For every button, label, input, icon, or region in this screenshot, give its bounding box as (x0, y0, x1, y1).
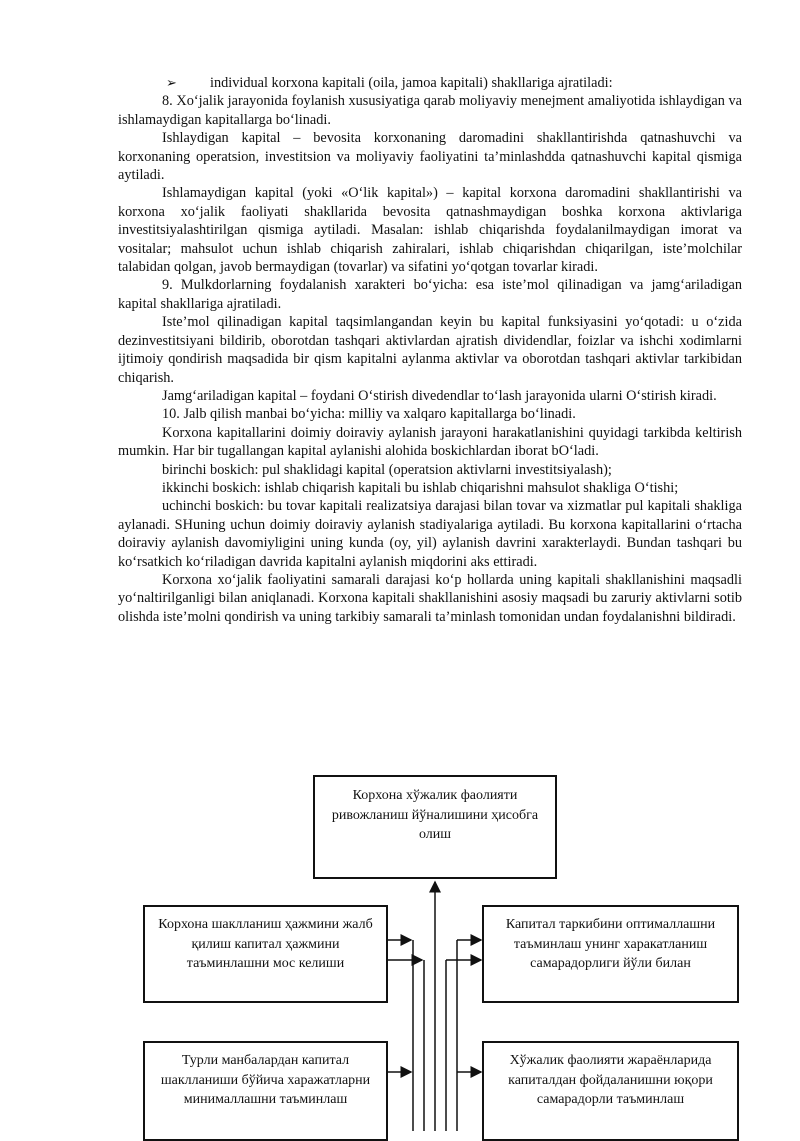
paragraph: Iste’mol qilinadigan kapital taqsimlangandan keyin bu kapital funksiyasini yo‘qotadi: u o‘zida dezinvestitsiyani bildirib, oborotdan tashqari aktivlardan ajratish dividendlar, foizlar va ishchi xodimlarni ijtimoiy qondirish maqsadida bir qism kapitalni aylanma aktivlar va oborotdan tashqari aktivlar tarkibidan chiqarish. (118, 314, 742, 386)
left-goal-text-1: Корхона шаклланиш ҳажмини жалб қилиш капитал ҳажмини таъминлашни мос келиши (158, 917, 373, 971)
bullet-paragraph (118, 74, 742, 92)
paragraph: ikkinchi boskich: ishlab chiqarish kapitali bu ishlab chiqarishni mahsulot shakliga O‘tishi; (162, 479, 679, 496)
document-body (118, 74, 742, 626)
paragraph: birinchi boskich: pul shaklidagi kapital (operatsion aktivlarni investitsiyalash); (162, 461, 612, 478)
paragraph: 8. Xo‘jalik jarayonida foylanish xususiyatiga qarab moliyaviy menejment amaliyotida ishlaydigan va ishlamaydigan kapitallarga bo‘linadi. (118, 93, 742, 128)
bullet-text: individual korxona kapitali (oila, jamoa kapitali) shakllariga ajratiladi: (210, 75, 613, 91)
paragraph: 10. Jalb qilish manbai bo‘yicha: milliy va xalqaro kapitallarga bo‘linadi. (162, 406, 576, 423)
right-goal-text-1: Капитал таркибини оптималлашни таъминлаш унинг харакатланиш самарадорлиги йўли билан (505, 917, 716, 971)
paragraph: Ishlaydigan kapital – bevosita korxonaning daromadini shakllantirishda qatnashuvchi va korxonaning operatsion, investitsion va moliyaviy faoliyatini ta’minlashdda qatnashuvchi kapital qismiga aytiladi. (118, 130, 742, 184)
paragraph: Korxona kapitallarini doimiy doiraviy aylanish jarayoni harakatlanishini quyidagi tarkibda keltirish mumkin. Har bir tugallangan kapital aylanishi alohida boskichlardan iborat bO‘ladi. (118, 424, 742, 460)
paragraph: uchinchi boskich: bu tovar kapitali realizatsiya darajasi bilan tovar va xizmatlar pul kapitali shakliga aylanadi. SHuning uchun doimiy doiraviy aylanish stadiyalariga aytiladi. Bu korxona kapitallarini o‘rtacha doiraviy aylanish davomiyligini uning kunda (oy, yil) aylanish davrini xarakterlaydi. Bundan tashqari bu ko‘rsatkich ko‘riladigan davrida kapitalni aylanish miqdorini aks ettiradi. (118, 498, 742, 570)
paragraph: 9. Mulkdorlarning foydalanish xarakteri bo‘yicha: esa iste’mol qilinadigan va jamg‘ariladigan kapital shakllariga ajratiladi. (118, 277, 742, 312)
capital-goals-diagram (0, 760, 800, 1131)
paragraph: Ishlamaydigan kapital (yoki «O‘lik kapital») – kapital korxona daromadini shakllantirishi va korxona xo‘jalik faoliyati shakllarida bevosita qatnashmaydigan boshka korxona aktivlariga investitsiyalashtirilgan qismiga aytiladi. Masalan: ishlab chiqarishda foydalanilmaydigan imorat va vositalar; mahsulot uchun ishlab chiqarish zahiralari, ishlab chiqarishdan chiqarilgan, iste’molchilar talabidan qolgan, javob bermaydigan (tovarlar) va sifatini yo‘qotgan tovarlar kiradi. (118, 185, 742, 276)
top-goal-box (313, 775, 557, 879)
right-goal-box-1 (482, 905, 739, 1003)
paragraph: Korxona xo‘jalik faoliyatini samarali darajasi ko‘p hollarda uning kapitali shakllanishini maqsadli yo‘naltirilganligi bilan aniqlanadi. Korxona kapitali shakllanishini asosiy maqsadi bu zaruriy aktivlarni sotib olishda iste’molni qondirish va uning tarkibiy samarali ta’minlash tomonidan undan foydalanishni bildiradi. (118, 571, 742, 625)
top-goal-text: Корхона хўжалик фаолияти ривожланиш йўналишини ҳисобга олиш (331, 788, 539, 842)
left-goal-box-1 (143, 905, 388, 1003)
left-goal-text-2: Турли манбалардан капитал шаклланиши бўйича харажатларни минималлашни таъминлаш (160, 1053, 371, 1107)
paragraph: Jamg‘ariladigan kapital – foydani O‘stirish divedendlar to‘lash jarayonida ularni O‘stirish kiradi. (162, 387, 717, 404)
left-goal-box-2 (143, 1041, 388, 1141)
right-goal-text-2: Хўжалик фаолияти жараёнларида капиталдан фойдаланишни юқори самарадорли таъминлаш (508, 1053, 713, 1107)
arrow-bullet-icon: ➢ (166, 75, 177, 90)
right-goal-box-2 (482, 1041, 739, 1141)
